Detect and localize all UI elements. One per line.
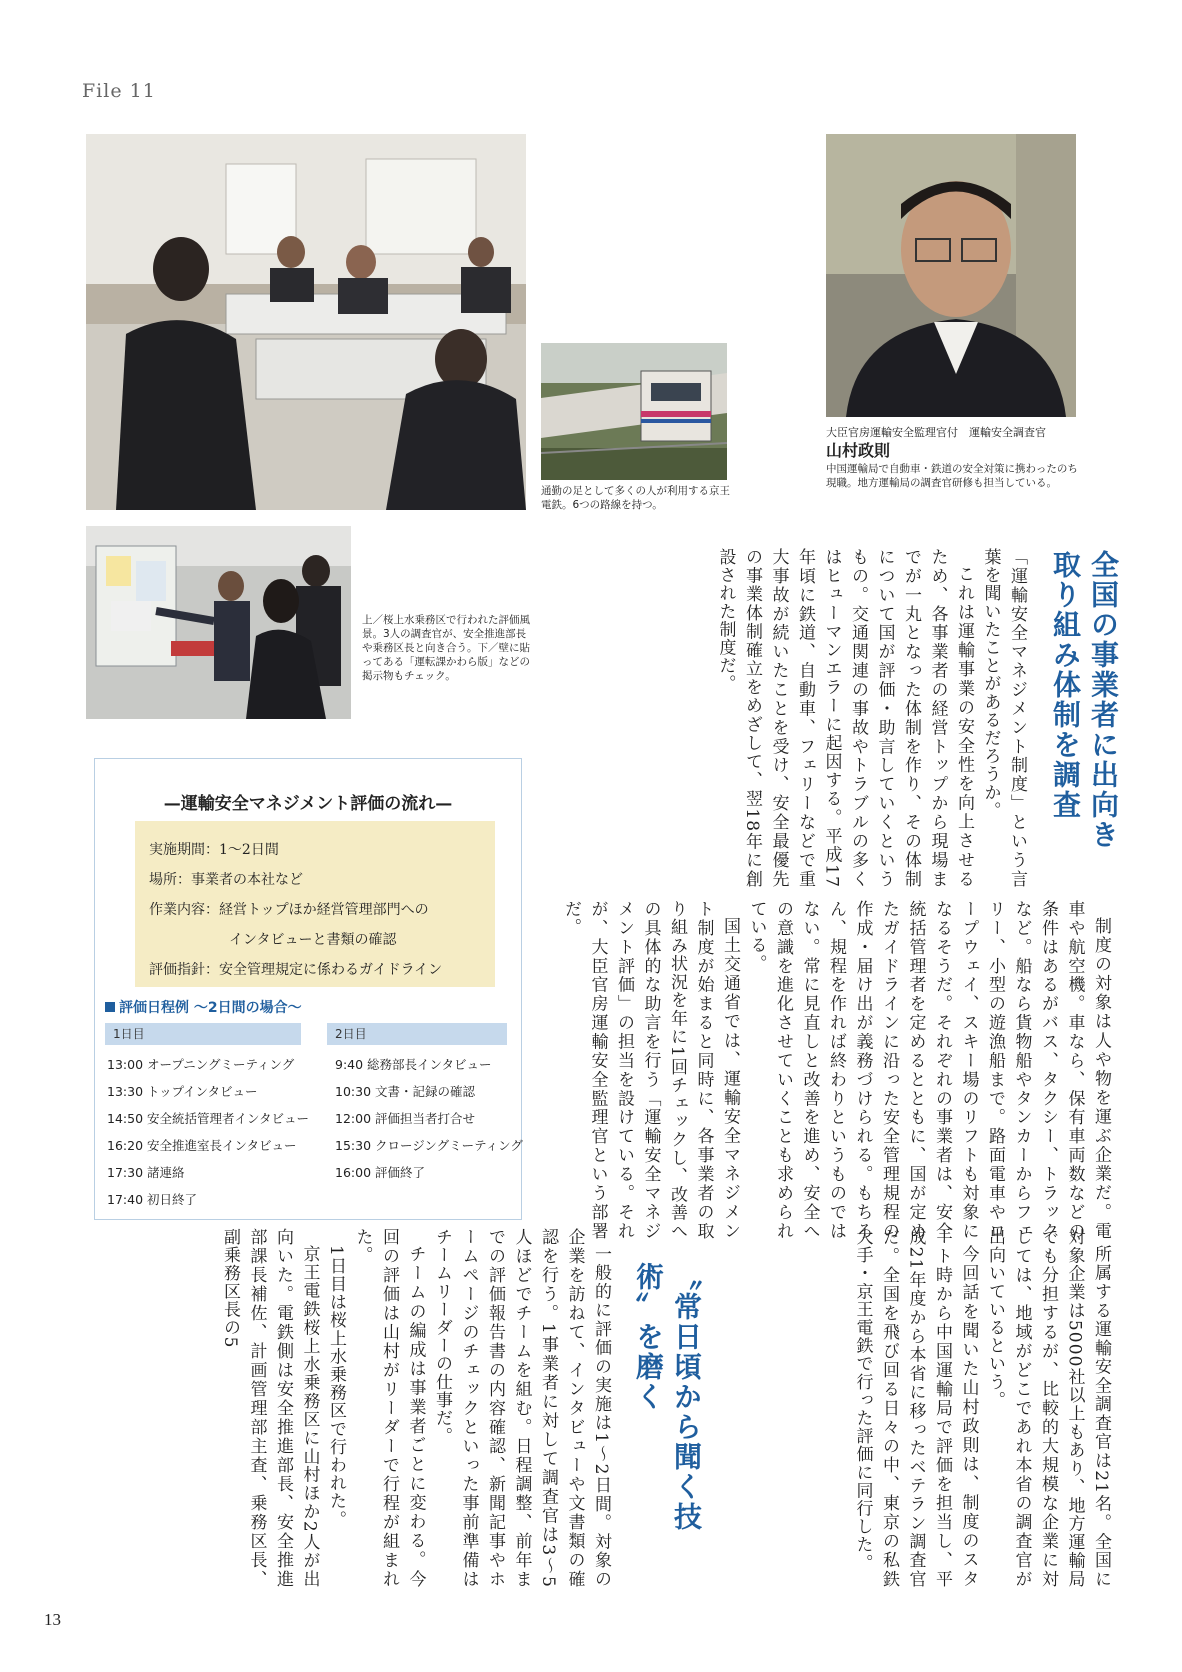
schedule-item: 15:30 クロージングミーティング <box>335 1138 523 1153</box>
schedule-item: 12:00 評価担当者打合せ <box>335 1111 475 1126</box>
body-paragraph: 所属する運輸安全調査官は21名。全国に対象企業は5000社以上もあり、地方運輸局でも分担するが、比較的大規模な企業に対しては、地域がどこであれ本省の調査官が出向いているという。 <box>985 1228 1111 1588</box>
body-section-2 <box>544 900 1114 1240</box>
schedule-item: 13:00 オープニングミーティング <box>107 1057 295 1072</box>
train-caption: 通勤の足として多くの人が利用する京王電鉄。6つの路線を持つ。 <box>541 485 730 511</box>
train-photo <box>541 343 727 480</box>
flow-row-place: 場所： 事業者の本社など <box>149 872 303 888</box>
flow-row-work-cont: インタビューと書類の確認 <box>229 932 397 948</box>
day2-header: 2日目 <box>327 1023 507 1045</box>
flow-row-guideline: 評価指針： 安全管理規定に係わるガイドライン <box>149 962 443 978</box>
body-paragraph: 今回話を聞いた山村政則は、制度のスタート時から中国運輸局で評価を担当し、平成21年度から本省に移ったベテラン調査官だ。全国を飛び回る日々の中、東京の私鉄大手・京王電鉄で行った評価に同行した。 <box>852 1228 979 1588</box>
file-label: File 11 <box>82 80 156 102</box>
portrait-role: 大臣官房運輸安全監理官付 運輸安全調査官 <box>826 426 1046 439</box>
body-paragraph: 京王電鉄桜上水乗務区に山村ほか2人が出向いた。電鉄側は安全推進部長、安全推進部課長補佐、計画管理部主査、乗務区長、副乗務区長の5 <box>220 1228 320 1588</box>
board-caption: 上／桜上水乗務区で行われた評価風景。3人の調査官が、安全推進部長や乗務区長と向き合う。下／壁に貼ってある「運転課かわら版」などの掲示物もチェック。 <box>362 614 530 682</box>
body-paragraph: 一般的に評価の実施は1〜2日間。対象の企業を訪ねて、インタビューや文書類の確認を行う。1事業者に対して調査官は3〜5人ほどでチームを組む。日程調整、前年までの評価報告書の内容確認、新聞記事やホームページのチェックといった事前準備はチームリーダーの仕事だ。 <box>432 1228 611 1588</box>
body-section-4 <box>84 1228 614 1588</box>
square-bullet-icon <box>105 1002 115 1012</box>
day1-header: 1日目 <box>105 1023 301 1045</box>
body-paragraph: チームの編成は事業者ごとに変わる。今回の評価は山村がリーダーで行程が組まれた。 <box>352 1228 426 1588</box>
schedule-item: 9:40 総務部長インタビュー <box>335 1057 492 1072</box>
meeting-photo <box>86 134 526 510</box>
schedule-item: 17:30 諸連絡 <box>107 1165 185 1180</box>
body-paragraph: 国土交通省では、運輸安全マネジメント制度が始まると同時に、各事業者の取り組み状況を年に1回チェックし、改善への具体的な助言を行う「運輸安全マネジメント評価」の担当を設けている。それが、大臣官房運輸安全監理官という部署だ。 <box>561 900 740 1240</box>
body-paragraph: 1日目は桜上水乗務区で行われた。 <box>326 1245 346 1529</box>
schedule-item: 16:00 評価終了 <box>335 1165 425 1180</box>
portrait-photo <box>826 134 1076 417</box>
schedule-item: 14:50 安全統括管理者インタビュー <box>107 1111 309 1126</box>
day2-schedule <box>335 1051 523 1186</box>
schedule-item: 13:30 トップインタビュー <box>107 1084 258 1099</box>
schedule-title: 評価日程例 〜2日間の場合〜 <box>105 997 302 1017</box>
schedule-item: 16:20 安全推進室長インタビュー <box>107 1138 297 1153</box>
flow-row-work: 作業内容： 経営トップほか経営管理部門への <box>149 902 429 918</box>
section-heading-2: 〝常日頃から聞く技術〟を磨く <box>632 1262 703 1532</box>
flow-summary <box>135 821 495 987</box>
schedule-item: 17:40 初日終了 <box>107 1192 197 1207</box>
board-photo <box>86 526 351 719</box>
body-paragraph: 制度の対象は人や物を運ぶ企業だ。電車や航空機。車なら、保有車両数などの条件はあるがバス、タクシー、トラックなど。船なら貨物船やタンカーからフェリー、小型の遊漁船まで。路面電車やロープウェイ、スキー場のリフトも対象になるそうだ。それぞれの事業者は、安全統括管理者を定めるとともに、国が定めたガイドラインに沿った安全管理規程の作成・届け出が義務づけられる。もちろん、規程を作れば終わりというものではない。常に見直しと改善を進め、安全への意識を進化させていくことも求められている。 <box>746 900 1111 1240</box>
body-section-1 <box>544 548 1030 888</box>
page-number: 13 <box>44 1610 61 1629</box>
portrait-name: 山村政則 <box>826 441 891 460</box>
day1-schedule <box>107 1051 322 1213</box>
portrait-bio: 中国運輸局で自動車・鉄道の安全対策に携わったのち現職。地方運輸局の調査官研修も担当している。 <box>826 463 1078 489</box>
portrait-info <box>826 426 1082 490</box>
body-section-3 <box>712 1228 1114 1588</box>
section-heading-1: 全国の事業者に出向き取り組み体制を調査 <box>1049 550 1120 850</box>
schedule-item: 10:30 文書・記録の確認 <box>335 1084 475 1099</box>
evaluation-flow-box <box>94 758 522 1220</box>
flow-title: —運輸安全マネジメント評価の流れ— <box>163 794 453 814</box>
body-paragraph: これは運輸事業の安全性を向上させるため、各事業者の経営トップから現場までが一丸となった体制を作り、その体制について国が評価・助言していくというもの。交通関連の事故やトラブルの多くはヒューマンエラーに起因する。平成17年頃に鉄道、自動車、フェリーなどで重大事故が続いたことを受け、安全最優先の事業体制確立をめざして、翌18年に創設された制度だ。 <box>715 548 974 888</box>
body-paragraph: 「運輸安全マネジメント制度」という言葉を聞いたことがあるだろうか。 <box>980 548 1027 888</box>
flow-row-period: 実施期間： 1〜2日間 <box>149 842 279 858</box>
